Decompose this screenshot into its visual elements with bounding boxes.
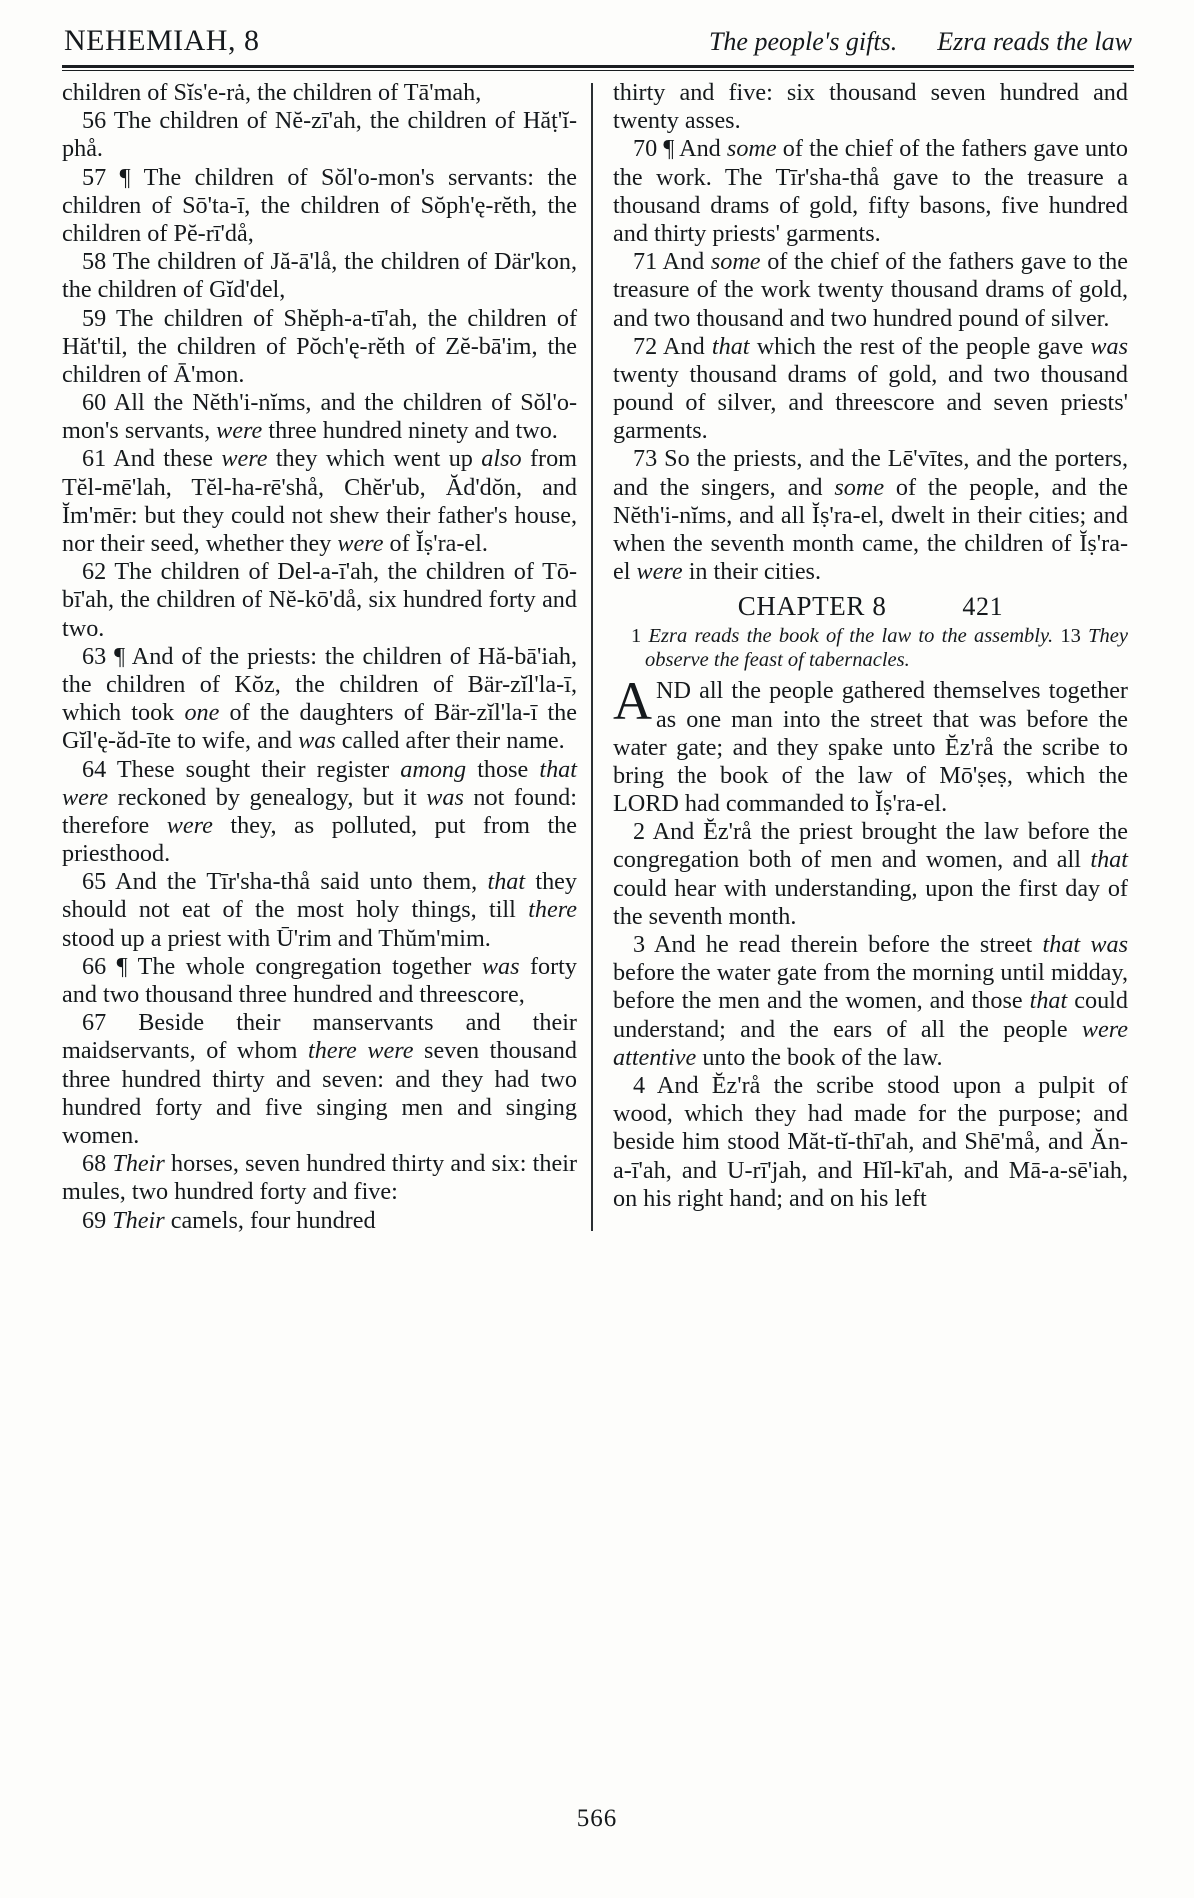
page-number: 566 [576,1805,618,1832]
verse-paragraph: 56 The children of Nĕ-zī'ah, the children of Hăṭ'ĭ-phå. [62,107,577,163]
chapter-label: CHAPTER 8 [737,591,887,622]
verse-paragraph: 58 The children of Jă-ā'lå, the children of Där'kon, the children of Gĭd'del, [62,248,577,304]
running-head-left-subject: The people's gifts. [708,27,898,56]
verse-paragraph: 68 Their horses, seven hundred thirty and six: their mules, two hundred forty and five: [62,1150,577,1206]
running-head-book: NEHEMIAH, 8 [64,24,260,57]
verse-paragraph: 64 These sought their register among those that were reckoned by genealogy, but it was not found: therefore were they, as polluted, put from the priesthood. [62,755,578,868]
running-head-subjects [709,27,1132,57]
verse-paragraph-dropcap [613,671,1128,818]
column-divider [591,83,593,1231]
verse-paragraph: 62 The children of Del-a-ī'ah, the children of Tō-bī'ah, the children of Nĕ-kō'då, six hundred forty and two. [62,558,577,642]
chapter-argument: 1 Ezra reads the book of the law to the assembly. 13 They observe the feast of tabernacles. [631,624,1128,671]
verse-paragraph: thirty and five: six thousand seven hundred and twenty asses. [613,79,1128,135]
verse-paragraph: 67 Beside their manservants and their maidservants, of whom there were seven thousand three hundred thirty and seven: and they had two hundred forty and five singing men and singing women. [62,1009,577,1149]
verse-paragraph: 66 ¶ The whole congregation together was forty and two thousand three hundred and threescore, [62,952,577,1008]
verse-paragraph: 60 All the Nĕth'i-nĭms, and the children of Sŏl'o-mon's servants, were three hundred ninety and two. [62,389,577,445]
column-left [62,79,591,1235]
header-rule-thin [62,70,1134,71]
chapter-page-reference: 421 [962,592,1004,622]
header-rule-thick [62,65,1134,68]
verse-paragraph: 2 And Ĕz'rå the priest brought the law before the congregation both of men and women, and all that could hear with understanding, upon the first day of the seventh month. [613,818,1128,930]
verse-paragraph: 73 So the priests, and the Lē'vītes, and the porters, and the singers, and some of the people, and the Nĕth'i-nĭms, and all Ĭṣ'ra-el, dwelt in their cities; and when the seventh month came, the children of Ĭṣ'ra-el were in their cities. [613,445,1128,586]
chapter-heading [613,591,1128,622]
column-right [591,79,1128,1235]
verse-paragraph: 70 ¶ And some of the chief of the fathers gave unto the work. The Tīr'sha-thå gave to the treasure a thousand drams of gold, fifty basons, five hundred and thirty priests' garments. [613,135,1128,247]
verse-paragraph: 69 Their camels, four hundred [82,1206,376,1234]
verse-paragraph: 59 The children of Shĕph-a-tī'ah, the children of Hăt'til, the children of Pŏch'ę-rĕth of Zĕ-bā'im, the children of Ā'mon. [62,304,577,388]
verse-paragraph: 71 And some of the chief of the fathers gave to the treasure of the work twenty thousand drams of gold, and two thousand and two hundred pound of silver. [613,248,1128,332]
text-columns [62,79,1134,1235]
running-head-right-subject: Ezra reads the law [937,27,1132,56]
verse-1-text: ND all the people gathered themselves together as one man into the street that was before the water gate; and they spake unto Ĕz'rå the scribe to bring the book of the law of Mō'ṣeṣ, which the LORD had commanded to Ĭṣ'ra-el. [613,677,1128,818]
drop-cap-letter: A [613,671,652,732]
page-content [62,24,1134,1235]
verse-paragraph: 57 ¶ The children of Sŏl'o-mon's servants: the children of Sō'ta-ī, the children of Sŏph'ę-rĕth, the children of Pĕ-rī'då, [62,163,577,247]
verse-paragraph: 65 And the Tīr'sha-thå said unto them, that they should not eat of the most holy things, till there stood up a priest with Ū'rim and Thŭm'mim. [62,868,577,952]
running-head [62,24,1134,65]
verse-paragraph: 4 And Ĕz'rå the scribe stood upon a pulpit of wood, which they had made for the purpose; and beside him stood Măt-tĭ-thī'ah, and Shē'må, and Ăn-a-ī'ah, and U-rī'jah, and Hĭl-kī'ah, and Mā-a-sē'iah, on his right hand; and on his left [613,1071,1128,1212]
verse-paragraph: 3 And he read therein before the street that was before the water gate from the morning until midday, before the men and the women, and those that could understand; and the ears of all the people were attentive unto the book of the law. [613,931,1129,1071]
verse-paragraph: 63 ¶ And of the priests: the children of Hă-bā'iah, the children of Kŏz, the children of Bär-zĭl'la-ī, which took one of the daughters of Bär-zĭl'la-ī the Gĭl'ę-ăd-īte to wife, and was called after their name. [62,642,577,755]
verse-paragraph: 72 And that which the rest of the people gave was twenty thousand drams of gold, and two thousand pound of silver, and threescore and seven priests' garments. [613,332,1128,445]
verse-paragraph: 61 And these were they which went up also from Tĕl-mē'lah, Tĕl-ha-rē'shå, Chĕr'ub, Ăd'dŏn, and Ĭm'mēr: but they could not shew their father's house, nor their seed, whether they were of Ĭṣ'ra-el. [62,445,577,557]
verse-paragraph: children of Sĭs'e-rȧ, the children of Tā'mah, [62,79,482,106]
